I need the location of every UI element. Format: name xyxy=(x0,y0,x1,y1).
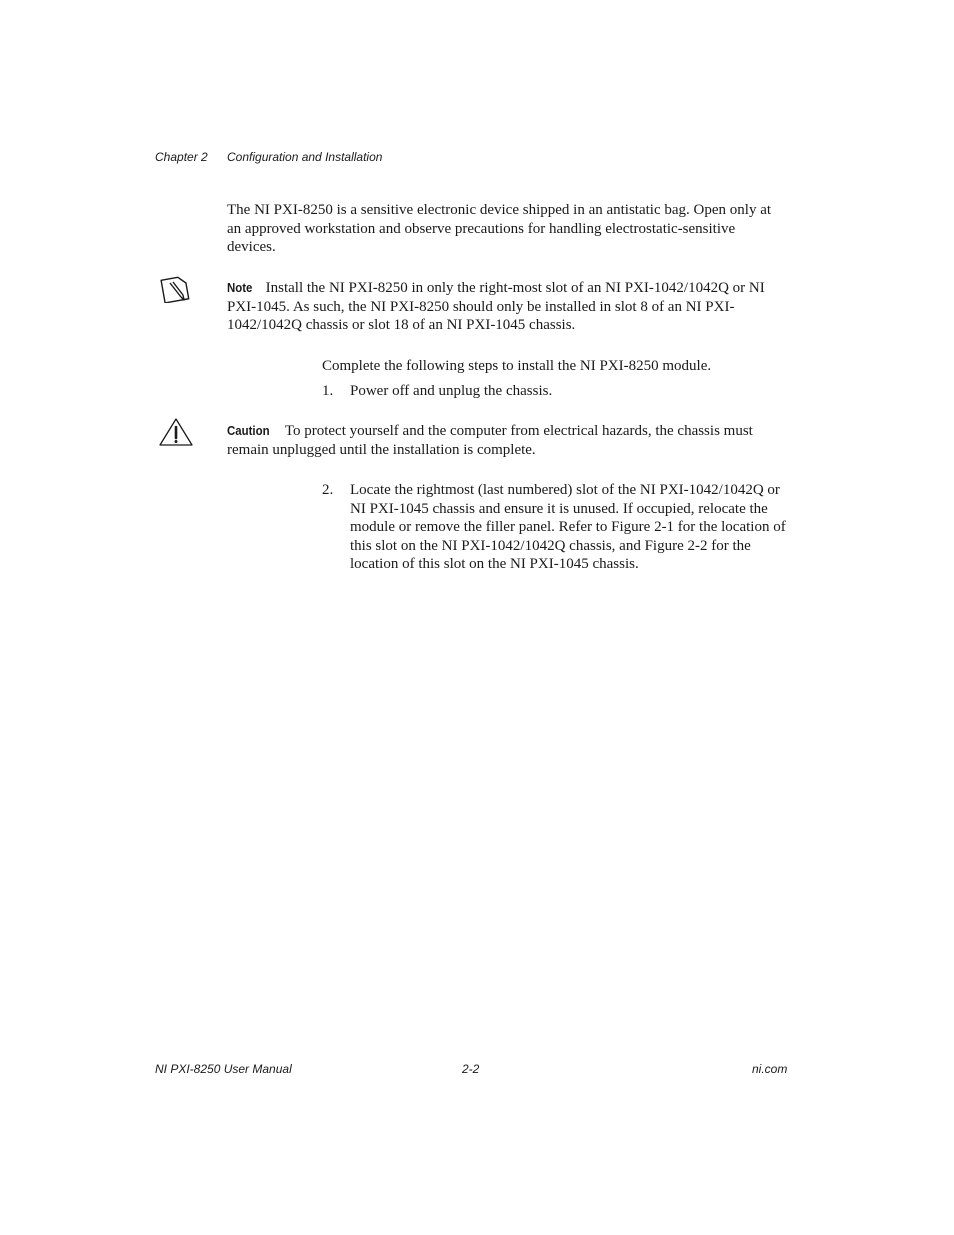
note-block xyxy=(227,279,787,335)
caution-text: To protect yourself and the computer from electrical hazards, the chassis must remain unplugged until the installation is complete. xyxy=(227,423,753,458)
page-header xyxy=(155,150,383,164)
caution-block xyxy=(227,422,787,459)
chapter-title: Configuration and Installation xyxy=(227,150,383,164)
step-text: Power off and unplug the chassis. xyxy=(350,383,553,399)
intro-paragraph: The NI PXI-8250 is a sensitive electronic device shipped in an antistatic bag. Open only at an approved workstation and observe precautions for handling electrostatic-sensitive devices. xyxy=(227,202,772,256)
note-label: Note xyxy=(227,280,253,295)
step-item xyxy=(322,382,787,401)
chapter-number: Chapter 2 xyxy=(155,150,208,164)
step-number: 2. xyxy=(322,482,334,498)
step-text: Locate the rightmost (last numbered) slot of the NI PXI-1042/1042Q or NI PXI-1045 chassis and ensure it is unused. If occupied, relocate the module or remove the filler panel. Refer to Figure 2-1 for the location of this slot on the NI PXI-1042/1042Q chassis, and Figure 2-2 for the location of this slot on the NI PXI-1045 chassis. xyxy=(350,482,786,573)
step-item xyxy=(322,481,787,574)
footer-website: ni.com xyxy=(752,1062,788,1076)
footer-page-number: 2-2 xyxy=(462,1062,480,1076)
caution-label: Caution xyxy=(227,423,270,438)
caution-icon xyxy=(158,417,194,447)
steps-intro: Complete the following steps to install the NI PXI-8250 module. xyxy=(322,358,712,374)
footer-manual-title: NI PXI-8250 User Manual xyxy=(155,1062,292,1076)
note-text: Install the NI PXI-8250 in only the right-most slot of an NI PXI-1042/1042Q or NI PXI-1045. As such, the NI PXI-8250 should only be installed in slot 8 of an NI PXI-1042/1042Q chassis or slot 18 of an NI PXI-1045 chassis. xyxy=(227,280,765,334)
note-icon xyxy=(160,275,190,303)
step-number: 1. xyxy=(322,383,334,399)
